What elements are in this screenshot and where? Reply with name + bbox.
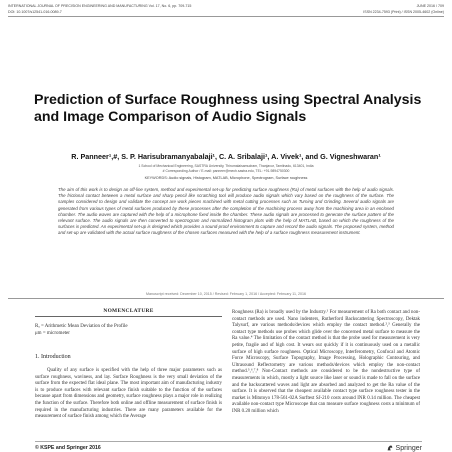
left-column — [35, 308, 222, 421]
nomenclature-item: μm = micrometer — [35, 331, 70, 336]
issn: ISSN 2234-7593 (Print) / ISSN 2005-4602 (Online) — [363, 10, 444, 14]
author-list: R. Panneer¹,#, S. P. Harisubramanyabalaji¹, C. A. Sribalaji¹, A. Vivek¹, and G. Vigneshwaran¹ — [71, 152, 381, 161]
nomenclature-item: Rₐ = Arithmetic Mean Deviation of the Profile — [35, 324, 128, 329]
intro-paragraph: Quality of any surface is specified with the help of three major parameters such as surface roughness, waviness, and lay. Surface Roughness is the very small deviation of the surface from the expected flat ideal plane. The most important aim of manufacturing industry is to produce surfaces with relevant surface finish suitable to the function of the surfaces because apart from dimensions and geometry, surface roughness plays a major role in realizing the function of the surface. Therefore both online and offline measurement of surface finish is required in the manufacturing industries. There are many parameters available for the measurement of surface finish among which the Average — [35, 368, 222, 420]
abstract: The aim of this work is to design an off-line system, method and experimental set-up for predicting surface roughness (Ra) of metal surfaces with the help of audio signals. The frictional contact between a metal surface and sharp pencil like scratching tool will produce audio signals which vary based on the roughness of the surface. The samples considered to design and validate the concept are work pieces machined with metal cutting processes such as Turning and Grinding. Several audio signals are generated from various types of metal surfaces produced by these processes after the completion of the machining process away from the machining area in an enclosed chamber. The audio waves are captured with the help of a microphone fixed inside the chamber. These audio signals are processed to generate the surface pattern of the relevant surface. The audio signals are then converted to spectrogram and normalized histogram plots with the help of MATLAB, based on which the roughness of the surfaces is predicted. An experimental set-up is designed which provides a sound-proof environment to capture and record the audio signals. The proposed system, method and set-up are validated with the actual surface roughness of the chosen surfaces measured with the help of a surface roughness measurement instrument. — [58, 187, 394, 236]
publisher-name: Springer — [395, 444, 422, 452]
doi: DOI: 10.1007/s12541-016-0089-7 — [8, 10, 62, 14]
section-heading: 1. Introduction — [35, 354, 71, 360]
right-column — [232, 310, 420, 416]
affiliation-line: 1 School of Mechanical Engineering, SASTRA University, Thirumalaisamudram, Thanjavur, Tamilnadu, 613401, India — [138, 164, 314, 168]
affiliation — [0, 164, 452, 173]
publisher-logo — [386, 444, 422, 452]
body-paragraph: Roughness (Ra) is broadly used by the Industry.¹ For measurement of Ra both contact and non-contact methods are used. Nano indenters, Rutherford Backscattering Spectroscopy, Dektak Talysurf, are various methods/devices which employ the contact method.²,³ Generally the contact type methods use probes which glide over the concerned metal surface to measure the Ra value.⁴ The limitation of the contact method is that the probe used for measurement is very petite, fragile and of high cost. It wears out quickly if it is continuously used on a metallic surface of high surface roughness. Optical Microscopy, Interferometry, Confocal and Atomic Force Microscopy, Surface Topography, Image Processing, Holographic Contouring, and Ultrasound Reflectometry are various methods/devices which employ the non-contact method.⁵,⁶,⁷,⁸ Non-Contact methods are considered to be the nondestructive type of measurements in which, mostly a light source like laser or sound is made to fall on the surface and the backscattered waves and light are absorbed and analyzed to get the Ra value of the surface. It is observed that the cheapest available contact type surface roughness tester in the market is Mitutoyo 178-561-02A Surftest SJ-210 costs around INR 0.14 million. The cheapest available non-contact type Microscope that can measure surface roughness costs a minimum of INR 0.20 million which — [232, 310, 420, 414]
springer-horse-icon — [386, 444, 394, 452]
nomenclature-title: NOMENCLATURE — [35, 308, 222, 317]
journal-name: INTERNATIONAL JOURNAL OF PRECISION ENGINEERING AND MANUFACTURING Vol. 17, No. 6, pp. 709-715 — [8, 4, 192, 8]
journal-header — [8, 4, 444, 8]
issue-date-page: JUNE 2016 / 709 — [416, 4, 444, 8]
corresponding-author: # Corresponding Author / E-mail: panneer@mech.sastra.edu, TEL: +91-9894750300 — [162, 168, 290, 173]
page-footer — [35, 441, 422, 452]
keywords: KEYWORDS: Audio signals, Histogram, MATLAB, Microphone, Spectrogram, Surface roughness — [144, 176, 308, 180]
doi-header — [8, 10, 444, 17]
paper-title: Prediction of Surface Roughness using Spectral Analysis and Image Comparison of Audio Signals — [34, 92, 422, 125]
copyright: © KSPE and Springer 2016 — [35, 445, 101, 451]
manuscript-dates: Manuscript received: December 10, 2015 / Revised: February 1, 2016 / Accepted: February 11, 2016 — [8, 292, 444, 299]
